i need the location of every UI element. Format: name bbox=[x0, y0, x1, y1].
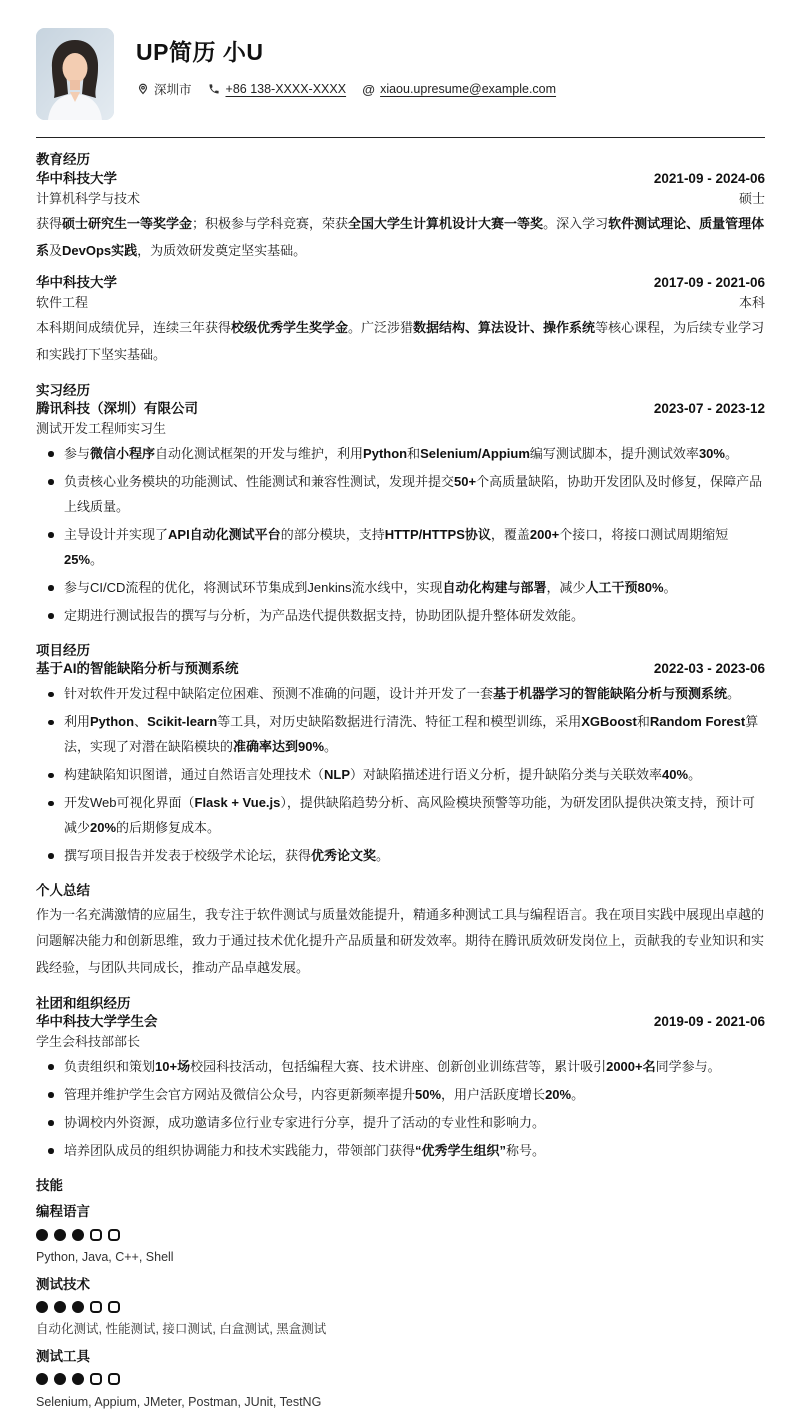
location-text: 深圳市 bbox=[154, 83, 192, 97]
phone-pair bbox=[208, 82, 347, 96]
skill-item-testing-tech bbox=[36, 1276, 765, 1339]
organization-bullets bbox=[36, 1055, 765, 1164]
degree: 本科 bbox=[738, 294, 765, 310]
project-heading: 项目经历 bbox=[36, 642, 90, 658]
entry-date: 2017-09 - 2021-06 bbox=[653, 274, 765, 290]
bullet-item: 负责核心业务模块的功能测试、性能测试和兼容性测试，发现并提交50+个高质量缺陷，协助开发团队及时修复，保障产品上线质量。 bbox=[64, 470, 765, 520]
rating-dot-empty bbox=[108, 1301, 120, 1313]
rating-dot-empty bbox=[90, 1229, 102, 1241]
bullet-item: 参与CI/CD流程的优化，将测试环节集成到Jenkins流水线中，实现自动化构建与部署，减少人工干预80%。 bbox=[64, 576, 765, 601]
profile-photo bbox=[36, 28, 114, 120]
organization-name: 华中科技大学学生会 bbox=[36, 1014, 158, 1030]
bullet-item: 利用Python、Scikit-learn等工具，对历史缺陷数据进行清洗、特征工程和模型训练，采用XGBoost和Random Forest算法，实现了对潜在缺陷模块的准确率达到90%。 bbox=[64, 710, 765, 760]
project-bullets bbox=[36, 682, 765, 869]
internship-heading: 实习经历 bbox=[36, 382, 90, 398]
rating-dot-filled bbox=[54, 1229, 66, 1241]
section-project bbox=[36, 642, 765, 869]
resume-header bbox=[36, 28, 765, 120]
email-pair bbox=[362, 82, 556, 96]
skills-heading: 技能 bbox=[36, 1177, 63, 1193]
entry-date: 2019-09 - 2021-06 bbox=[653, 1014, 765, 1030]
bullet-item: 撰写项目报告并发表于校级学术论坛，获得优秀论文奖。 bbox=[64, 844, 765, 869]
rating-dot-filled bbox=[72, 1373, 84, 1385]
location-pin-icon bbox=[136, 83, 149, 96]
skill-item-testing-tools bbox=[36, 1348, 765, 1411]
education-heading: 教育经历 bbox=[36, 152, 90, 167]
skill-rating bbox=[36, 1300, 765, 1313]
internship-entry bbox=[36, 400, 765, 628]
organization-entry bbox=[36, 1013, 765, 1164]
contact-row bbox=[136, 80, 556, 98]
location-pair bbox=[136, 80, 192, 98]
bullet-item: 负责组织和策划10+场校园科技活动，包括编程大赛、技术讲座、创新创业训练营等，累计吸引2000+名同学参与。 bbox=[64, 1055, 765, 1080]
profile-photo-illustration bbox=[36, 28, 114, 120]
bullet-item: 协调校内外资源，成功邀请多位行业专家进行分享，提升了活动的专业性和影响力。 bbox=[64, 1111, 765, 1136]
rating-dot-empty bbox=[108, 1229, 120, 1241]
at-sign-glyph: @ bbox=[362, 81, 375, 97]
rating-dot-filled bbox=[54, 1301, 66, 1313]
skill-label: 测试技术 bbox=[36, 1276, 90, 1292]
bullet-item: 开发Web可视化界面（Flask + Vue.js），提供缺陷趋势分析、高风险模块预警等功能，为研发团队提供决策支持，预计可减少20%的后期修复成本。 bbox=[64, 791, 765, 841]
rating-dot-filled bbox=[72, 1301, 84, 1313]
rating-dot-filled bbox=[36, 1373, 48, 1385]
education-entry-1 bbox=[36, 170, 765, 265]
bullet-item: 管理并维护学生会官方网站及微信公众号，内容更新频率提升50%，用户活跃度增长20%。 bbox=[64, 1083, 765, 1108]
summary-text: 作为一名充满激情的应届生，我专注于软件测试与质量效能提升，精通多种测试工具与编程语言。我在项目实践中展现出卓越的问题解决能力和创新思维，致力于通过技术优化提升产品质量和研发效率。期待在腾讯质效研发岗位上，贡献我的专业知识和实践经验，与团队共同成长，推动产品卓越发展。 bbox=[36, 906, 765, 975]
skill-rating bbox=[36, 1373, 765, 1386]
rating-dot-empty bbox=[90, 1373, 102, 1385]
summary-heading: 个人总结 bbox=[36, 883, 90, 899]
organization-heading: 社团和组织经历 bbox=[36, 995, 131, 1011]
bullet-item: 构建缺陷知识图谱，通过自然语言处理技术（NLP）对缺陷描述进行语义分析，提升缺陷分类与关联效率40%。 bbox=[64, 763, 765, 788]
skill-label: 编程语言 bbox=[36, 1204, 90, 1220]
internship-bullets bbox=[36, 442, 765, 629]
skill-label: 测试工具 bbox=[36, 1348, 90, 1364]
rating-dot-filled bbox=[54, 1373, 66, 1385]
at-sign-icon bbox=[362, 83, 375, 96]
education-entry-2 bbox=[36, 274, 765, 369]
entry-date: 2022-03 - 2023-06 bbox=[653, 661, 765, 677]
section-internship bbox=[36, 382, 765, 629]
section-summary bbox=[36, 882, 765, 981]
skill-detail: Selenium, Appium, JMeter, Postman, JUnit, TestNG bbox=[36, 1394, 322, 1409]
organization-role: 学生会科技部部长 bbox=[36, 1034, 141, 1050]
rating-dot-empty bbox=[90, 1301, 102, 1313]
company-name: 腾讯科技（深圳）有限公司 bbox=[36, 401, 198, 417]
education-desc: 本科期间成绩优异，连续三年获得校级优秀学生奖学金。广泛涉猎数据结构、算法设计、操作系统等核心课程，为后续专业学习和实践打下坚实基础。 bbox=[36, 320, 765, 362]
email-link[interactable]: xiaou.upresume@example.com bbox=[380, 82, 557, 96]
rating-dot-filled bbox=[36, 1301, 48, 1313]
bullet-item: 培养团队成员的组织协调能力和技术实践能力，带领部门获得“优秀学生组织”称号。 bbox=[64, 1139, 765, 1164]
bullet-item: 主导设计并实现了API自动化测试平台的部分模块，支持HTTP/HTTPS协议，覆盖200+个接口，将接口测试周期缩短25%。 bbox=[64, 523, 765, 573]
job-role: 测试开发工程师实习生 bbox=[36, 421, 167, 437]
header-divider bbox=[36, 137, 765, 138]
degree: 硕士 bbox=[738, 190, 765, 206]
major: 计算机科学与技术 bbox=[36, 190, 141, 206]
rating-dot-empty bbox=[108, 1373, 120, 1385]
school-name: 华中科技大学 bbox=[36, 274, 117, 290]
bullet-item: 针对软件开发过程中缺陷定位困难、预测不准确的问题，设计并开发了一套基于机器学习的智能缺陷分析与预测系统。 bbox=[64, 682, 765, 707]
skill-rating bbox=[36, 1228, 765, 1241]
education-desc: 获得硕士研究生一等奖学金；积极参与学科竞赛，荣获全国大学生计算机设计大赛一等奖。深入学习软件测试理论、质量管理体系及DevOps实践，为质效研发奠定坚实基础。 bbox=[36, 216, 765, 258]
bullet-item: 参与微信小程序自动化测试框架的开发与维护，利用Python和Selenium/Appium编写测试脚本，提升测试效率30%。 bbox=[64, 442, 765, 467]
phone-icon bbox=[208, 83, 221, 96]
school-name: 华中科技大学 bbox=[36, 170, 117, 186]
bullet-item: 定期进行测试报告的撰写与分析，为产品迭代提供数据支持，协助团队提升整体研发效能。 bbox=[64, 604, 765, 629]
section-organization bbox=[36, 995, 765, 1164]
skill-detail: 自动化测试, 性能测试, 接口测试, 白盒测试, 黑盒测试 bbox=[36, 1322, 327, 1337]
rating-dot-filled bbox=[36, 1229, 48, 1241]
rating-dot-filled bbox=[72, 1229, 84, 1241]
skill-detail: Python, Java, C++, Shell bbox=[36, 1250, 174, 1265]
entry-date: 2021-09 - 2024-06 bbox=[653, 170, 765, 186]
project-entry bbox=[36, 660, 765, 869]
major: 软件工程 bbox=[36, 294, 89, 310]
section-education bbox=[36, 151, 765, 369]
entry-date: 2023-07 - 2023-12 bbox=[653, 401, 765, 417]
header-text-block bbox=[136, 28, 556, 98]
phone-link[interactable]: +86 138-XXXX-XXXX bbox=[225, 82, 347, 96]
section-skills bbox=[36, 1177, 765, 1411]
candidate-name: UP简历 小U bbox=[136, 39, 264, 65]
skill-item-programming bbox=[36, 1203, 765, 1266]
project-name: 基于AI的智能缺陷分析与预测系统 bbox=[36, 661, 239, 677]
